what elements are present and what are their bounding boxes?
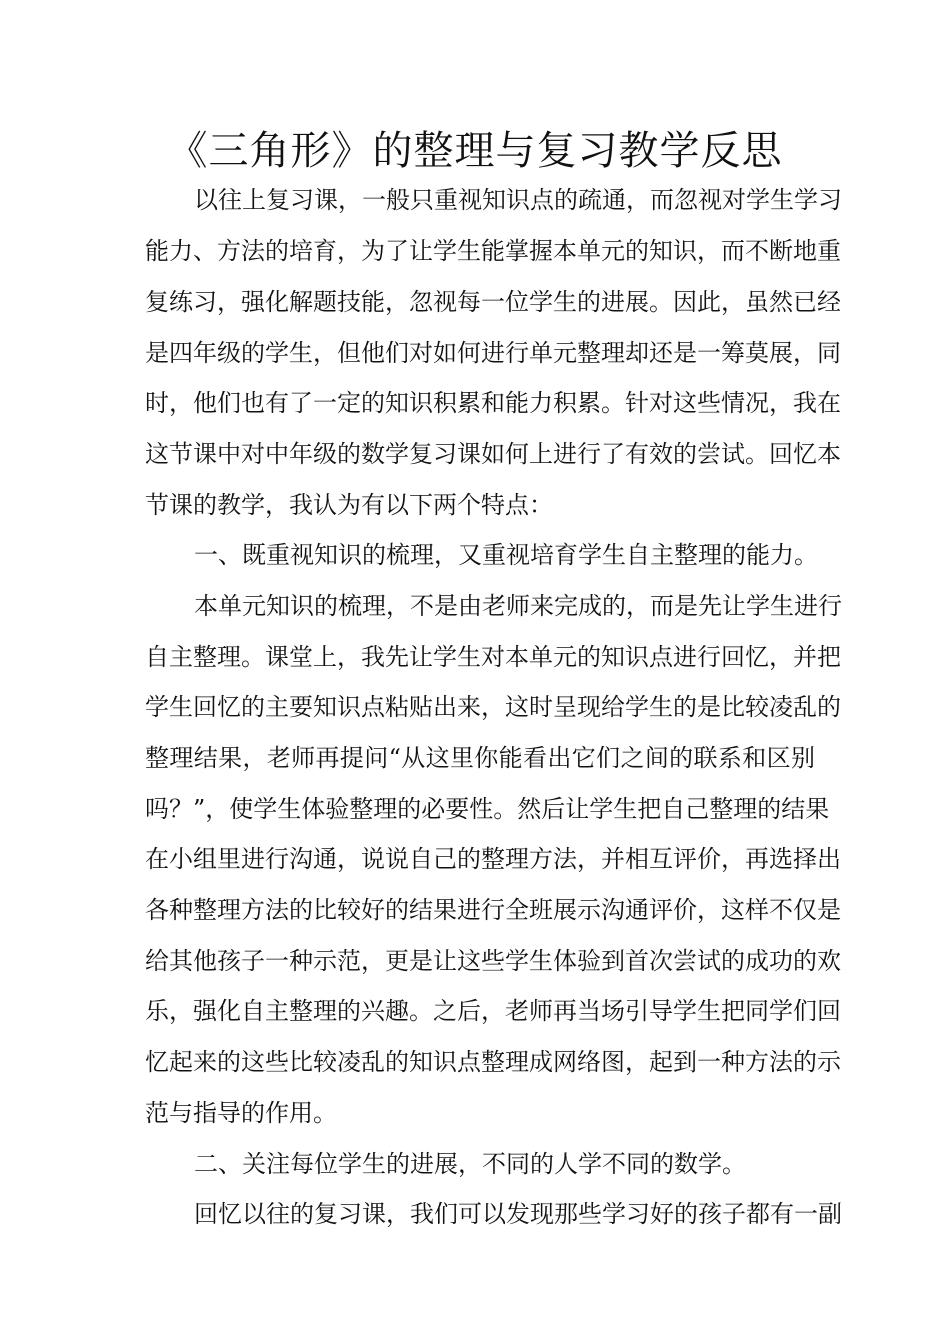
paragraph-line: 是四年级的学生，但他们对如何进行单元整理却还是一筹莫展，同 [145,339,841,367]
paragraph-line: 时，他们也有了一定的知识积累和能力积累。针对这些情况，我在 [145,389,841,417]
document-title: 《三角形》的整理与复习教学反思 [167,128,783,174]
paragraph-line: 回忆以往的复习课，我们可以发现那些学习好的孩子都有一副 [194,1200,842,1228]
paragraph-line: 各种整理方法的比较好的结果进行全班展示沟通评价，这样不仅是 [145,896,841,924]
section-heading: 二、关注每位学生的进展，不同的人学不同的数学。 [194,1150,746,1178]
paragraph-line: 能力、方法的培育，为了让学生能掌握本单元的知识，而不断地重 [145,237,841,265]
paragraph-line: 本单元知识的梳理，不是由老师来完成的，而是先让学生进行 [194,592,842,620]
paragraph-line: 给其他孩子一种示范，更是让这些学生体验到首次尝试的成功的欢 [145,947,841,975]
paragraph-line: 整理结果，老师再提问“从这里你能看出它们之间的联系和区别 [145,744,815,772]
paragraph-line: 范与指导的作用。 [145,1099,337,1127]
paragraph-line: 复练习，强化解题技能，忽视每一位学生的进展。因此，虽然已经 [145,288,841,316]
paragraph-line: 乐，强化自主整理的兴趣。之后，老师再当场引导学生把同学们回 [145,997,841,1025]
section-heading: 一、既重视知识的梳理，又重视培育学生自主整理的能力。 [194,541,818,569]
paragraph-line: 以往上复习课，一般只重视知识点的疏通，而忽视对学生学习 [194,186,842,214]
paragraph-line: 在小组里进行沟通，说说自己的整理方法，并相互评价，再选择出 [145,845,841,873]
paragraph-line: 这节课中对中年级的数学复习课如何上进行了有效的尝试。回忆本 [145,440,841,468]
paragraph-line: 自主整理。课堂上，我先让学生对本单元的知识点进行回忆，并把 [145,643,841,671]
paragraph-line: 学生回忆的主要知识点粘贴出来，这时呈现给学生的是比较凌乱的 [145,693,841,721]
paragraph-line: 节课的教学，我认为有以下两个特点： [145,491,553,519]
paragraph-line: 忆起来的这些比较凌乱的知识点整理成网络图，起到一种方法的示 [145,1048,841,1076]
paragraph-line: 吗？”，使学生体验整理的必要性。然后让学生把自己整理的结果 [145,795,830,823]
